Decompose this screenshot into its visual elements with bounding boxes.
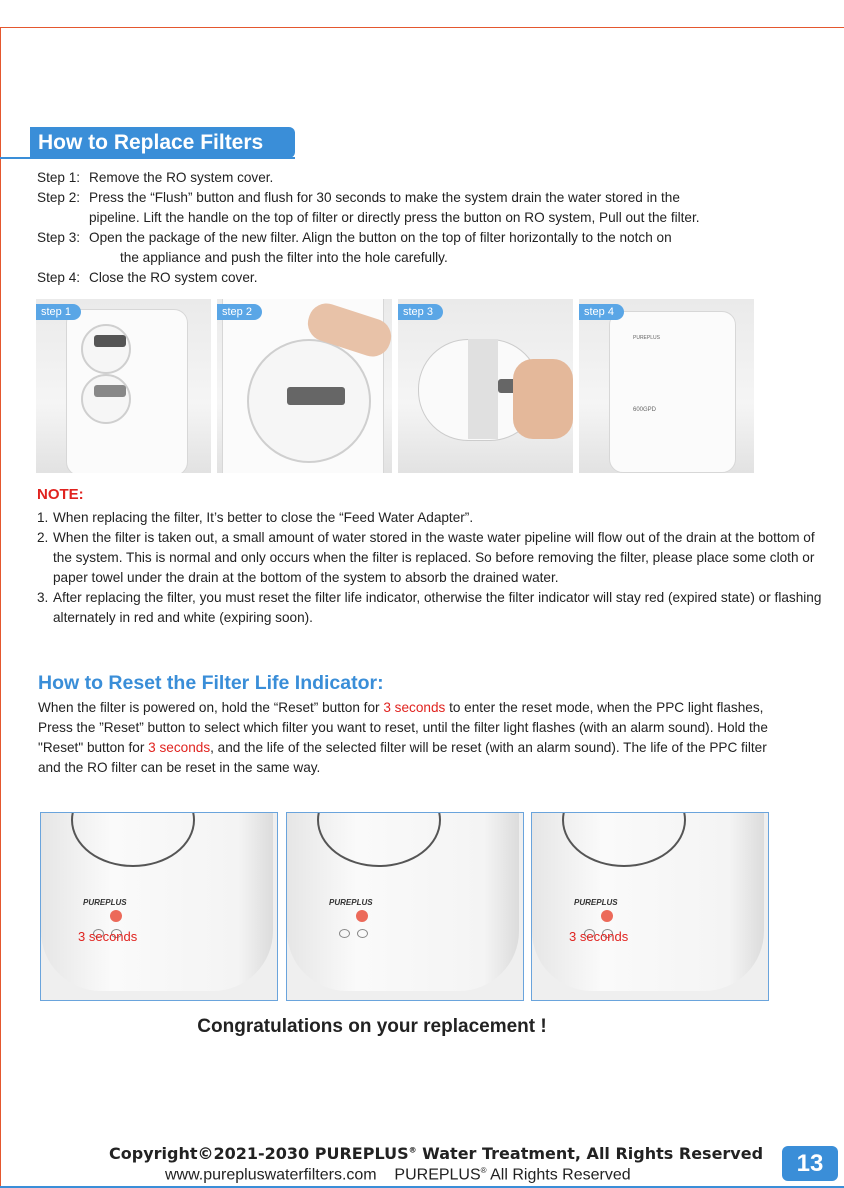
note-item — [37, 588, 827, 628]
photo-brand: PUREPLUS — [83, 898, 127, 907]
filter-cap — [81, 374, 131, 424]
step-tag: step 4 — [579, 304, 624, 320]
step-label: Step 4: — [37, 270, 81, 285]
page-number: 13 — [782, 1146, 838, 1181]
section-underline — [0, 157, 295, 159]
reset-photo-2 — [286, 812, 524, 1001]
footer-rights: All Rights Reserved — [486, 1166, 631, 1184]
step-tag: step 2 — [217, 304, 262, 320]
note-item — [37, 508, 827, 528]
reset-text: When the filter is powered on, hold the “Reset” button for — [38, 700, 384, 715]
step-1 — [37, 168, 827, 188]
step-2 — [37, 188, 827, 208]
step-text-cont: pipeline. Lift the handle on the top of filter or directly press the button on RO system, Pull out the filter. — [89, 210, 700, 225]
ro-unit — [609, 311, 736, 473]
reset-title: How to Reset the Filter Life Indicator: — [38, 672, 384, 694]
note-text: When the filter is taken out, a small amount of water stored in the waste water pipeline will flow out of the drain at the bottom of the system. This is normal and only occurs when the filter is replaced. So before removing the filter, please place some cloth or paper towel under the drain at the bottom of the system to absorb the drained water. — [53, 530, 815, 585]
step-1-photo — [36, 299, 211, 473]
filter-band — [468, 339, 498, 439]
reset-paragraph — [38, 698, 778, 778]
section-title: How to Replace Filters — [30, 127, 295, 158]
step-2-photo — [217, 299, 392, 473]
step-4-photo — [579, 299, 754, 473]
highlight-duration: 3 seconds — [148, 740, 211, 755]
note-list — [37, 508, 827, 628]
photo-brand: PUREPLUS — [574, 898, 618, 907]
filter-handle — [287, 387, 345, 405]
step-tag: step 3 — [398, 304, 443, 320]
copyright-text: Water Treatment, All Rights Reserved — [416, 1144, 764, 1163]
indicator-light — [110, 910, 122, 922]
footer-web-line — [165, 1166, 631, 1184]
note-number: 2. — [37, 530, 49, 545]
congrats-message: Congratulations on your replacement ! — [197, 1016, 547, 1037]
button-icon — [339, 929, 350, 938]
registered-mark: ® — [408, 1145, 417, 1155]
step-text-cont: the appliance and push the filter into the hole carefully. — [120, 250, 448, 265]
reset-photo-3 — [531, 812, 769, 1001]
highlight-duration: 3 seconds — [383, 700, 446, 715]
hand — [513, 359, 573, 439]
reset-photo-1 — [40, 812, 278, 1001]
filter-handle — [94, 335, 126, 347]
note-title: NOTE: — [37, 486, 84, 503]
left-rule — [0, 27, 1, 1188]
step-text: Remove the RO system cover. — [89, 170, 274, 185]
registered-mark: ® — [480, 1166, 487, 1175]
website-link[interactable]: www.purepluswaterfilters.com — [165, 1166, 377, 1184]
step-4 — [37, 268, 827, 288]
photo-capacity: 600GPD — [633, 407, 657, 413]
steps-list — [37, 168, 827, 288]
note-number: 1. — [37, 510, 49, 525]
button-icon — [357, 929, 368, 938]
reset-text: , and the life of the selected filter will be reset (with an alarm sound). The life of the PPC filter and the RO filter can be reset in the same way. — [38, 740, 767, 775]
step-label: Step 3: — [37, 230, 81, 245]
indicator-light — [356, 910, 368, 922]
step-text: Press the “Flush” button and flush for 30 seconds to make the system drain the water stored in the — [89, 190, 680, 205]
indicator-light — [601, 910, 613, 922]
step-tag: step 1 — [36, 304, 81, 320]
step-label: Step 1: — [37, 170, 81, 185]
reset-text: to enter the reset mode, when the PPC light flashes, Press the ”Reset” button to select which filter you want to reset, until the filter light flashes (with an alarm sound). Hold the "Reset" button for — [38, 700, 768, 755]
duration-caption: 3 seconds — [569, 929, 629, 944]
step-text: Open the package of the new filter. Align the button on the top of filter horizontally to the notch on — [89, 230, 672, 245]
step-text: Close the RO system cover. — [89, 270, 258, 285]
footer-brand: PUREPLUS — [394, 1166, 481, 1184]
note-item — [37, 528, 827, 588]
step-3-photo — [398, 299, 573, 473]
note-number: 3. — [37, 590, 49, 605]
step-label: Step 2: — [37, 190, 81, 205]
photo-brand: PUREPLUS — [633, 335, 660, 341]
step-3 — [37, 228, 827, 248]
note-text: When replacing the filter, It’s better to close the “Feed Water Adapter”. — [53, 510, 474, 525]
duration-caption: 3 seconds — [78, 929, 138, 944]
copyright-text: Copyright©2021-2030 PUREPLUS — [109, 1144, 409, 1163]
note-text: After replacing the filter, you must reset the filter life indicator, otherwise the filter indicator will stay red (expired state) or flashing alternately in red and white (expiring soon). — [53, 590, 822, 625]
filter-handle — [94, 385, 126, 397]
filter-cap — [81, 324, 131, 374]
top-rule — [0, 27, 844, 28]
photo-brand: PUREPLUS — [329, 898, 373, 907]
